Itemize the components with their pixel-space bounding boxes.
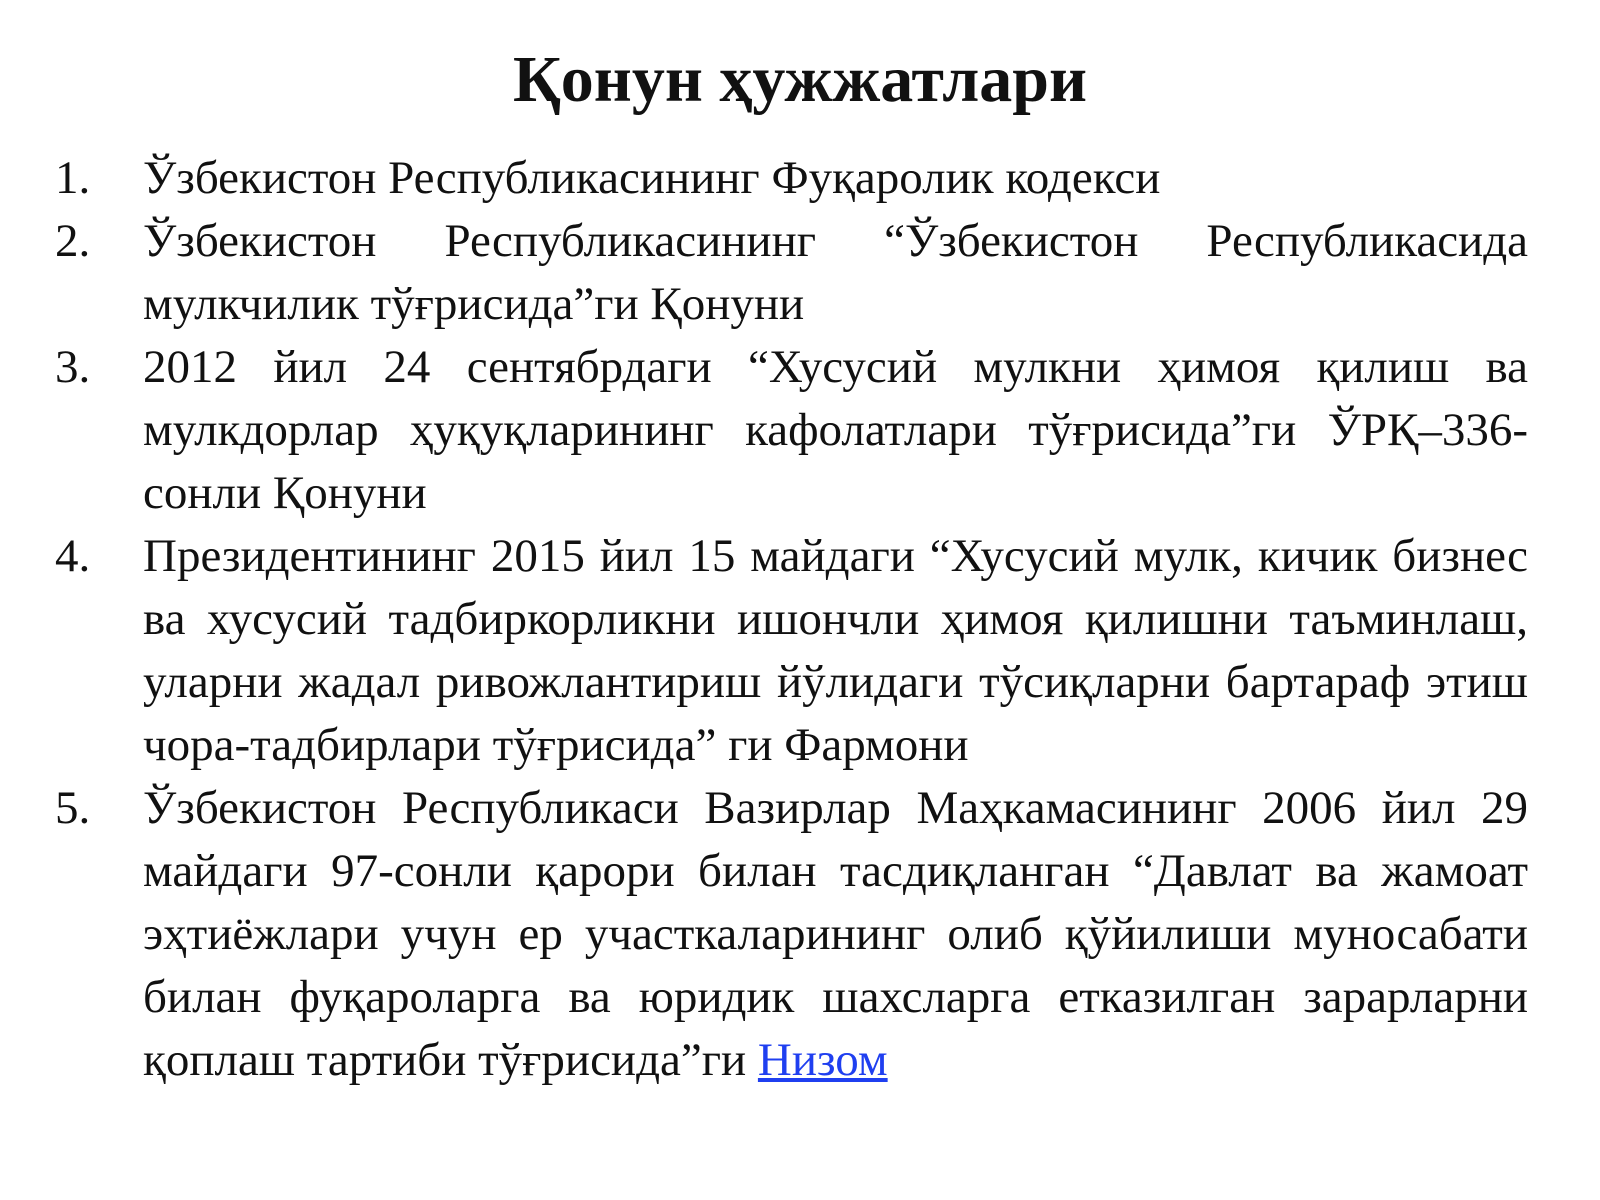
list-item: [55, 147, 1528, 210]
list-item: [55, 210, 1528, 336]
legal-documents-list: [55, 147, 1528, 1092]
nizom-link[interactable]: Низом: [757, 1034, 888, 1086]
list-item-number: 1.: [55, 152, 91, 204]
list-item-text: Ўзбекистон Республикасининг Фуқаролик кодекси: [143, 152, 1161, 204]
list-item-text: Президентининг 2015 йил 15 майдаги “Хусусий мулк, кичик бизнес ва хусусий тадбиркорликни ишончли ҳимоя қилишни таъминлаш, уларни жадал ривожлантириш йўлидаги тўсиқларни бартараф этиш чора-тадбирлари тўғрисида” ги Фармони: [143, 530, 1528, 771]
list-item-number: 3.: [55, 341, 91, 393]
list-item: [55, 525, 1528, 777]
list-item-text: 2012 йил 24 сентябрдаги “Хусусий мулкни ҳимоя қилиш ва мулкдорлар ҳуқуқларининг кафолатлари тўғрисида”ги ЎРҚ–336-сонли Қонуни: [143, 341, 1528, 519]
list-item-number: 2.: [55, 215, 91, 267]
list-item-number: 5.: [55, 782, 91, 834]
list-item-number: 4.: [55, 530, 91, 582]
page-title: Қонун ҳужжатлари: [512, 43, 1088, 116]
list-item-text: Ўзбекистон Республикаси Вазирлар Маҳкамасининг 2006 йил 29 майдаги 97-сонли қарори билан тасдиқланган “Давлат ва жамоат эҳтиёжлари учун ер участкаларининг олиб қўйилиши муносабати билан фуқароларга ва юридик шахсларга етказилган зарарларни қоплаш тартиби тўғрисида”ги: [143, 782, 1528, 1086]
list-item: [55, 777, 1528, 1092]
list-item: [55, 336, 1528, 525]
list-item-text: Ўзбекистон Республикасининг “Ўзбекистон Республикасида мулкчилик тўғрисида”ги Қонуни: [143, 215, 1528, 330]
